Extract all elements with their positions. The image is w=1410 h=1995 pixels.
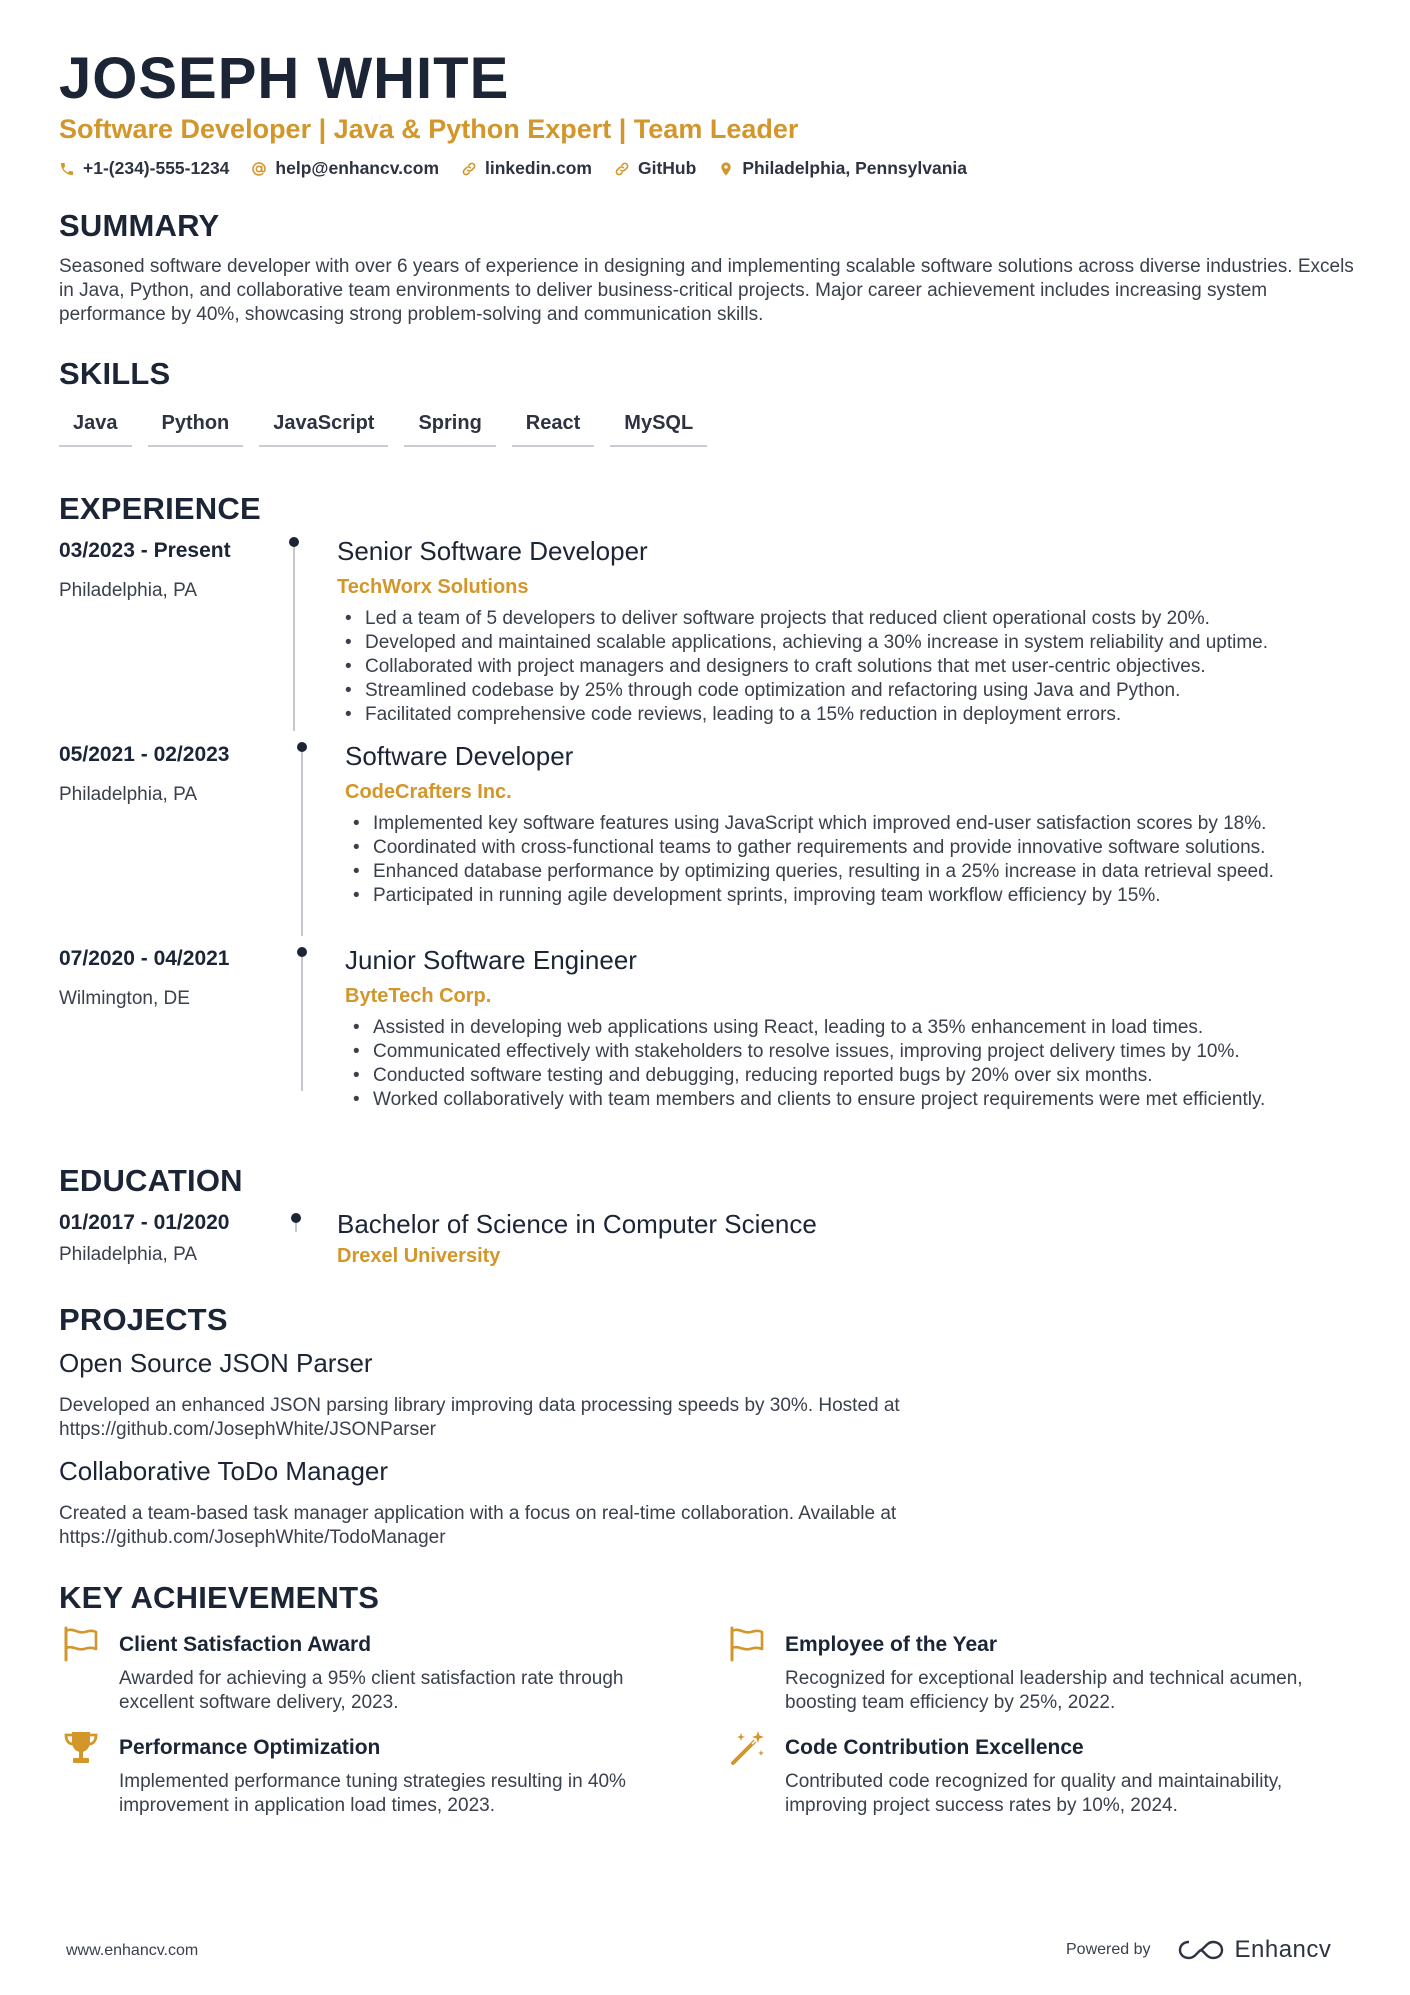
- job-location: Philadelphia, PA: [59, 580, 198, 601]
- contact-location: [718, 158, 967, 179]
- job-bullet: • Implemented key software features using JavaScript which improved end-user satisfaction scores by 18%.: [345, 812, 1385, 836]
- education-school: Drexel University: [337, 1245, 501, 1267]
- achievement-desc: Implemented performance tuning strategies resulting in 40% improvement in application load times, 2023.: [119, 1771, 626, 1816]
- at-icon: [251, 161, 267, 177]
- job-role: Software Developer: [345, 741, 574, 771]
- experience-title: EXPERIENCE: [59, 491, 261, 526]
- skill-tag: JavaScript: [259, 408, 388, 447]
- link-icon: [614, 161, 630, 177]
- job-company: TechWorx Solutions: [337, 576, 529, 598]
- brand-name: Enhancv: [1234, 1936, 1332, 1963]
- project-desc: Created a team-based task manager application with a focus on real-time collaboration. Available at https://github.com/JosephWhite/TodoManager: [59, 1503, 897, 1548]
- project-desc: Developed an enhanced JSON parsing library improving data processing speeds by 30%. Hosted at https://github.com/JosephWhite/JSONParser: [59, 1395, 900, 1440]
- timeline-line: [293, 541, 295, 731]
- skill-tag: React: [512, 408, 594, 447]
- enhancv-logo-icon: [1177, 1938, 1225, 1962]
- job-bullet: • Worked collaboratively with team members and clients to ensure project requirements were met efficiently.: [345, 1088, 1385, 1112]
- achievement-title: Client Satisfaction Award: [119, 1633, 372, 1656]
- skill-tag: Java: [59, 408, 132, 447]
- skills-list: [59, 408, 723, 447]
- job-role: Senior Software Developer: [337, 536, 648, 566]
- contact-email-text: help@enhancv.com: [275, 158, 440, 178]
- projects-title: PROJECTS: [59, 1302, 228, 1337]
- contact-linkedin-text: linkedin.com: [485, 158, 592, 178]
- achievement-title: Performance Optimization: [119, 1736, 381, 1759]
- contact-bar: [59, 158, 989, 179]
- job-bullet: • Led a team of 5 developers to deliver software projects that reduced client operational costs by 20%.: [337, 607, 1377, 631]
- flag-icon: [727, 1624, 767, 1664]
- achievement-title: Employee of the Year: [785, 1633, 998, 1656]
- powered-by-label: Powered by: [1066, 1941, 1151, 1958]
- job-bullet: • Conducted software testing and debugging, reducing reported bugs by 20% over six months.: [345, 1064, 1385, 1088]
- job-company: CodeCrafters Inc.: [345, 781, 512, 803]
- candidate-name: JOSEPH WHITE: [59, 46, 510, 111]
- achievement-desc: Awarded for achieving a 95% client satisfaction rate through excellent software delivery, 2023.: [119, 1668, 624, 1713]
- footer-branding: [1066, 1936, 1331, 1964]
- job-bullet: • Collaborated with project managers and designers to craft solutions that met user-centric objectives.: [337, 655, 1377, 679]
- candidate-tagline: Software Developer | Java & Python Expert | Team Leader: [59, 114, 799, 144]
- achievement-desc: Recognized for exceptional leadership and technical acumen, boosting team efficiency by 25%, 2022.: [785, 1668, 1303, 1713]
- summary-title: SUMMARY: [59, 208, 220, 243]
- contact-github-text: GitHub: [637, 158, 697, 178]
- footer-website[interactable]: www.enhancv.com: [66, 1942, 199, 1959]
- contact-github[interactable]: [614, 158, 696, 179]
- summary-text: Seasoned software developer with over 6 years of experience in designing and implementing scalable software solutions across diverse industries. Excels in Java, Python, and collaborative team environments to deliver business-critical projects. Major career achievement includes increasing system performance by 40%, showcasing strong problem-solving and communication skills.: [59, 256, 1354, 325]
- contact-linkedin[interactable]: [461, 158, 592, 179]
- magic-wand-icon: [727, 1728, 767, 1768]
- contact-email[interactable]: [251, 158, 439, 179]
- job-dates: 05/2021 - 02/2023: [59, 743, 230, 766]
- timeline-dot: [289, 537, 299, 547]
- job-bullet: • Enhanced database performance by optimizing queries, resulting in a 25% increase in data retrieval speed.: [345, 860, 1385, 884]
- job-bullet: • Streamlined codebase by 25% through code optimization and refactoring using Java and Python.: [337, 679, 1377, 703]
- job-bullet: • Communicated effectively with stakeholders to resolve issues, improving project delivery times by 10%.: [345, 1040, 1385, 1064]
- timeline-dot: [297, 742, 307, 752]
- education-title: EDUCATION: [59, 1163, 243, 1198]
- job-bullet: • Assisted in developing web applications using React, leading to a 35% enhancement in load times.: [345, 1016, 1385, 1040]
- skill-tag: MySQL: [610, 408, 707, 447]
- skills-title: SKILLS: [59, 356, 171, 391]
- achievement-desc: Contributed code recognized for quality and maintainability, improving project success rates by 10%, 2024.: [785, 1771, 1283, 1816]
- achievement-title: Code Contribution Excellence: [785, 1736, 1084, 1759]
- achievements-title: KEY ACHIEVEMENTS: [59, 1580, 380, 1615]
- job-bullet: • Facilitated comprehensive code reviews, leading to a 15% reduction in deployment errors.: [337, 703, 1377, 727]
- job-dates: 03/2023 - Present: [59, 539, 231, 562]
- job-bullet: • Coordinated with cross-functional teams to gather requirements and provide innovative software solutions.: [345, 836, 1385, 860]
- timeline-line: [301, 951, 303, 1091]
- job-bullets: [345, 812, 1385, 908]
- education-dates: 01/2017 - 01/2020: [59, 1211, 230, 1234]
- location-pin-icon: [718, 161, 734, 177]
- skill-tag: Spring: [404, 408, 495, 447]
- link-icon: [461, 161, 477, 177]
- job-location: Wilmington, DE: [59, 988, 190, 1009]
- flag-icon: [61, 1624, 101, 1664]
- job-bullets: [337, 607, 1377, 727]
- timeline-line: [301, 746, 303, 936]
- skill-tag: Python: [148, 408, 244, 447]
- contact-phone[interactable]: [59, 158, 229, 179]
- job-location: Philadelphia, PA: [59, 784, 198, 805]
- phone-icon: [59, 161, 75, 177]
- job-bullets: [345, 1016, 1385, 1112]
- contact-location-text: Philadelphia, Pennsylvania: [742, 158, 967, 178]
- education-location: Philadelphia, PA: [59, 1244, 198, 1265]
- project-title: Open Source JSON Parser: [59, 1348, 373, 1378]
- job-company: ByteTech Corp.: [345, 985, 492, 1007]
- timeline-dot: [291, 1213, 301, 1223]
- timeline-dot: [297, 947, 307, 957]
- contact-phone-text: +1-(234)-555-1234: [83, 158, 230, 178]
- job-bullet: • Developed and maintained scalable applications, achieving a 30% increase in system reliability and uptime.: [337, 631, 1377, 655]
- trophy-icon: [61, 1728, 101, 1768]
- job-role: Junior Software Engineer: [345, 945, 637, 975]
- project-title: Collaborative ToDo Manager: [59, 1456, 389, 1486]
- job-dates: 07/2020 - 04/2021: [59, 947, 230, 970]
- education-degree: Bachelor of Science in Computer Science: [337, 1209, 817, 1239]
- job-bullet: • Participated in running agile development sprints, improving team workflow efficiency by 15%.: [345, 884, 1385, 908]
